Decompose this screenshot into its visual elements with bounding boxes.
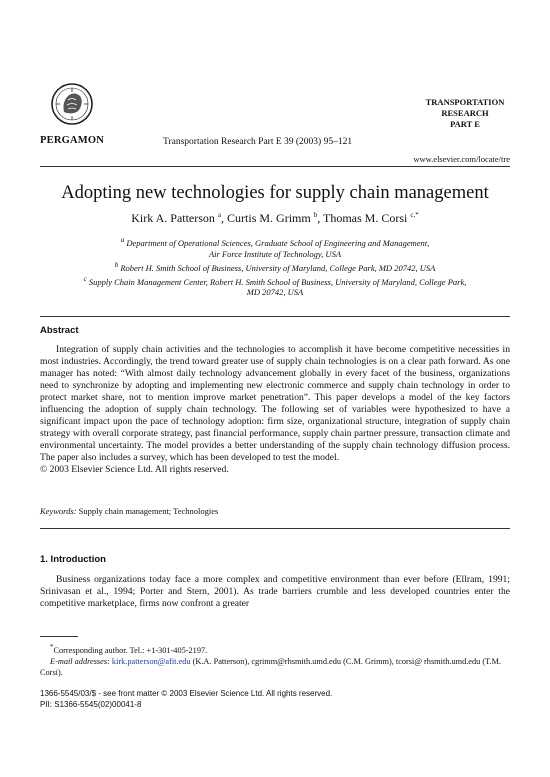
corresponding-author-text: Corresponding author. Tel.: +1-301-405-2197.: [53, 645, 208, 655]
affiliation-line: [40, 274, 510, 288]
front-matter-footer: [40, 688, 332, 710]
affiliation-line: [40, 287, 510, 298]
footnote-rule: [40, 636, 78, 637]
journal-name-line: PART E: [450, 119, 480, 129]
abstract-heading: Abstract: [40, 325, 79, 336]
email-owners: (K.A. Patterson), cgrimm@rhsmith.umd.edu (C.M. Grimm), tcorsi@ rhsmith.umd.edu (T.M. Corsi).: [40, 656, 502, 677]
section-heading: 1. Introduction: [40, 554, 106, 565]
keywords-bottom-rule: [40, 528, 510, 529]
email-link[interactable]: kirk.patterson@afit.edu: [111, 656, 191, 666]
affiliation-mark: a: [120, 236, 125, 244]
email-addresses: [40, 656, 510, 678]
author-name: Thomas M. Corsi: [323, 211, 408, 225]
publisher-logo: [50, 82, 94, 126]
footnotes: [40, 642, 510, 678]
author-affiliation-mark: b: [313, 211, 318, 219]
keywords-label: Keywords:: [40, 506, 77, 516]
journal-url[interactable]: www.elsevier.com/locate/tre: [413, 154, 510, 164]
corresponding-author-note: [40, 642, 510, 656]
affiliation-text: Department of Operational Sciences, Graduate School of Engineering and Management,: [126, 237, 430, 248]
affiliation-mark: c: [83, 274, 87, 283]
publisher-name: PERGAMON: [40, 135, 105, 146]
abstract-top-rule: [40, 316, 510, 317]
keywords: [40, 506, 218, 516]
journal-name-line: RESEARCH: [441, 108, 489, 118]
journal-name-line: TRANSPORTATION: [425, 97, 505, 107]
footnote-mark: *: [50, 644, 54, 651]
pii-line: PII: S1366-5545(02)00041-8: [40, 700, 142, 709]
journal-citation: Transportation Research Part E 39 (2003) 95–121: [163, 137, 353, 147]
affiliation-text: Air Force Institute of Technology, USA: [208, 248, 342, 259]
journal-name: [380, 97, 510, 130]
affiliation-text: Robert H. Smith School of Business, University of Maryland, College Park, MD 20742, USA: [120, 262, 436, 273]
affiliation-line: [40, 249, 510, 260]
affiliation-line: [40, 235, 510, 249]
abstract-body: [40, 344, 510, 476]
affiliation-text: MD 20742, USA: [246, 287, 304, 298]
issn-line: 1366-5545/03/$ - see front matter © 2003 Elsevier Science Ltd. All rights reserved.: [40, 689, 333, 698]
affiliation-mark: b: [114, 260, 119, 269]
body-paragraph: Business organizations today face a more complex and competitive environment than ever before (Ellram, 1991; Srinivasan et al., 1994; Porter and Stern, 2001). As trade barriers crumble and less developed countries enter the competitive marketplace, firms now confront a greater: [40, 574, 510, 609]
copyright-notice: © 2003 Elsevier Science Ltd. All rights reserved.: [40, 464, 229, 475]
author-affiliation-mark: c,*: [410, 211, 419, 219]
author-name: Kirk A. Patterson: [131, 211, 215, 225]
email-label: E-mail addresses:: [50, 656, 110, 666]
paper-title: Adopting new technologies for supply chain management: [61, 183, 489, 203]
header-rule: [40, 166, 510, 167]
affiliation-line: [40, 260, 510, 274]
author-affiliation-mark: a: [217, 211, 222, 219]
author-list: Kirk A. Patterson $^a$, Curtis M. Grimm $^b$, Thomas M. Corsi $^{c,*}$: [131, 211, 419, 225]
section-body: [40, 574, 510, 610]
affiliations: [40, 235, 510, 298]
affiliation-text: Supply Chain Management Center, Robert H. Smith School of Business, University of Maryland, College Park,: [88, 276, 467, 287]
abstract-paragraph: Integration of supply chain activities and the technologies to accomplish it have become competitive necessities in most industries. Accordingly, the trend toward greater use of supply chain technologies is on a clear path forward. As one manager has noted: “With almost daily technology advancement globally in every facet of the business, organizations need to synchronize by adopting and implementing new electronic commerce and supply chain technology in order to protect market share, not to mention improve market penetration”. This paper develops a model of the key factors influencing the adoption of supply chain technology. The following set of variables were hypothesized to have a significant impact upon the pace of technology adoption: firm size, organizational structure, integration of supply chain strategy with overall corporate strategy, past financial performance, supply chain partner pressure, transaction climate and environmental uncertainty. The model provides a better understanding of the supply chain technology diffusion process. The paper also includes a survey, which has been developed to test the model.: [40, 344, 510, 463]
keywords-value: Supply chain management; Technologies: [78, 506, 219, 516]
author-name: Curtis M. Grimm: [227, 211, 311, 225]
